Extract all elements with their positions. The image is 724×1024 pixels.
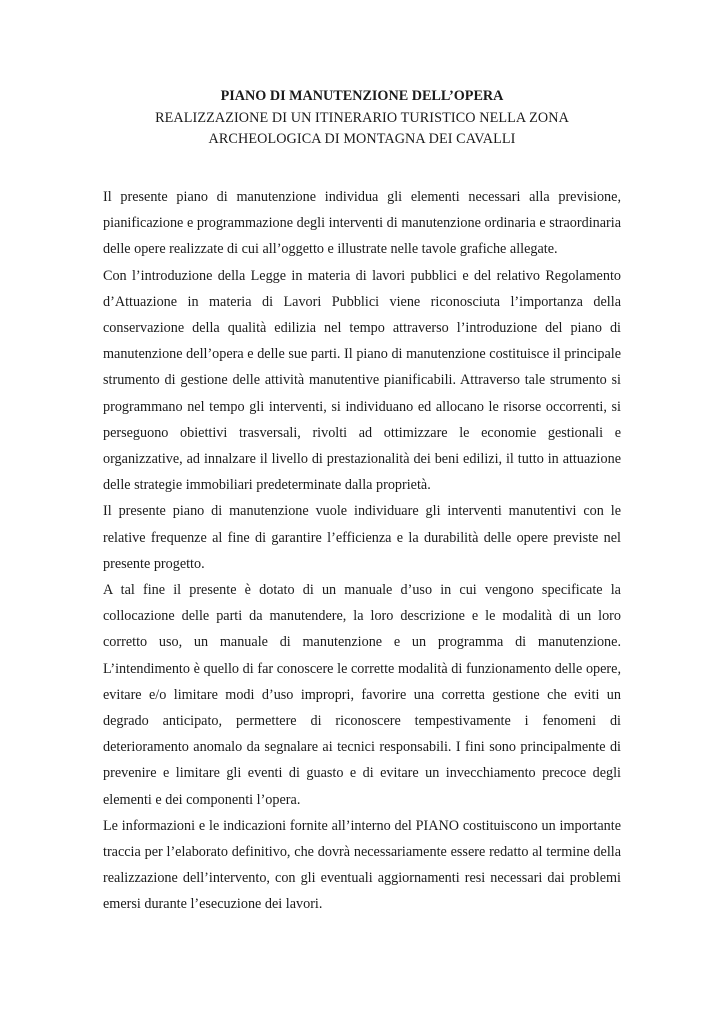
paragraph-manuals: A tal fine il presente è dotato di un manuale d’uso in cui vengono specificate la collocazione delle parti da manutendere, la loro descrizione e le modalità di un loro corretto uso, un manuale di manutenzione e un programma di manutenzione. L’intendimento è quello di far conoscere le corrette modalità di funzionamento delle opere, evitare e/o limitare modi d’uso impropri, favorire una corretta gestione che eviti un degrado anticipato, permettere di riconoscere tempestivamente i fenomeni di deterioramento anomalo da segnalare ai tecnici responsabili. I fini sono principalmente di prevenire e limitare gli eventi di guasto e di evitare un invecchiamento precoce degli elementi e dei componenti l’opera. <box>103 582 621 808</box>
paragraph-information: Le informazioni e le indicazioni fornite all’interno del PIANO costituiscono un importante traccia per l’elaborato definitivo, che dovrà necessariamente essere redatto al termine della realizzazione dell’intervento, con gli eventuali aggiornamenti resi necessari dai problemi emersi durante l’esecuzione dei lavori. <box>103 817 621 913</box>
paragraph-purpose: Il presente piano di manutenzione vuole individuare gli interventi manutentivi con le relative frequenze al fine di garantire l’efficienza e la durabilità delle opere previste nel presente progetto. <box>103 503 621 572</box>
paragraph-intro: Il presente piano di manutenzione individua gli elementi necessari alla previsione, pianificazione e programmazione degli interventi di manutenzione ordinaria e straordinaria delle opere realizzate di cui all’oggetto e illustrate nelle tavole grafiche allegate. <box>103 189 621 258</box>
document-subtitle-line2: ARCHEOLOGICA DI MONTAGNA DEI CAVALLI <box>208 131 516 147</box>
document-body <box>103 184 621 918</box>
document-subtitle-line1: REALIZZAZIONE DI UN ITINERARIO TURISTICO NELLA ZONA <box>155 110 569 126</box>
document-title: PIANO DI MANUTENZIONE DELL’OPERA <box>220 88 504 104</box>
paragraph-legislation: Con l’introduzione della Legge in materia di lavori pubblici e del relativo Regolamento d’Attuazione in materia di Lavori Pubblici viene riconosciuta l’importanza della conservazione della qualità edilizia nel tempo attraverso l’introduzione del piano di manutenzione dell’opera e delle sue parti. Il piano di manutenzione costituisce il principale strumento di gestione delle attività manutentive pianificabili. Attraverso tale strumento si programmano nel tempo gli interventi, si individuano ed allocano le risorse occorrenti, si perseguono obiettivi trasversali, rivolti ad ottimizzare le economie gestionali e organizzative, ad innalzare il livello di prestazionalità dei beni edilizi, il tutto in attuazione delle strategie immobiliari predeterminate dalla proprietà. <box>103 267 621 494</box>
document-heading <box>100 86 624 150</box>
